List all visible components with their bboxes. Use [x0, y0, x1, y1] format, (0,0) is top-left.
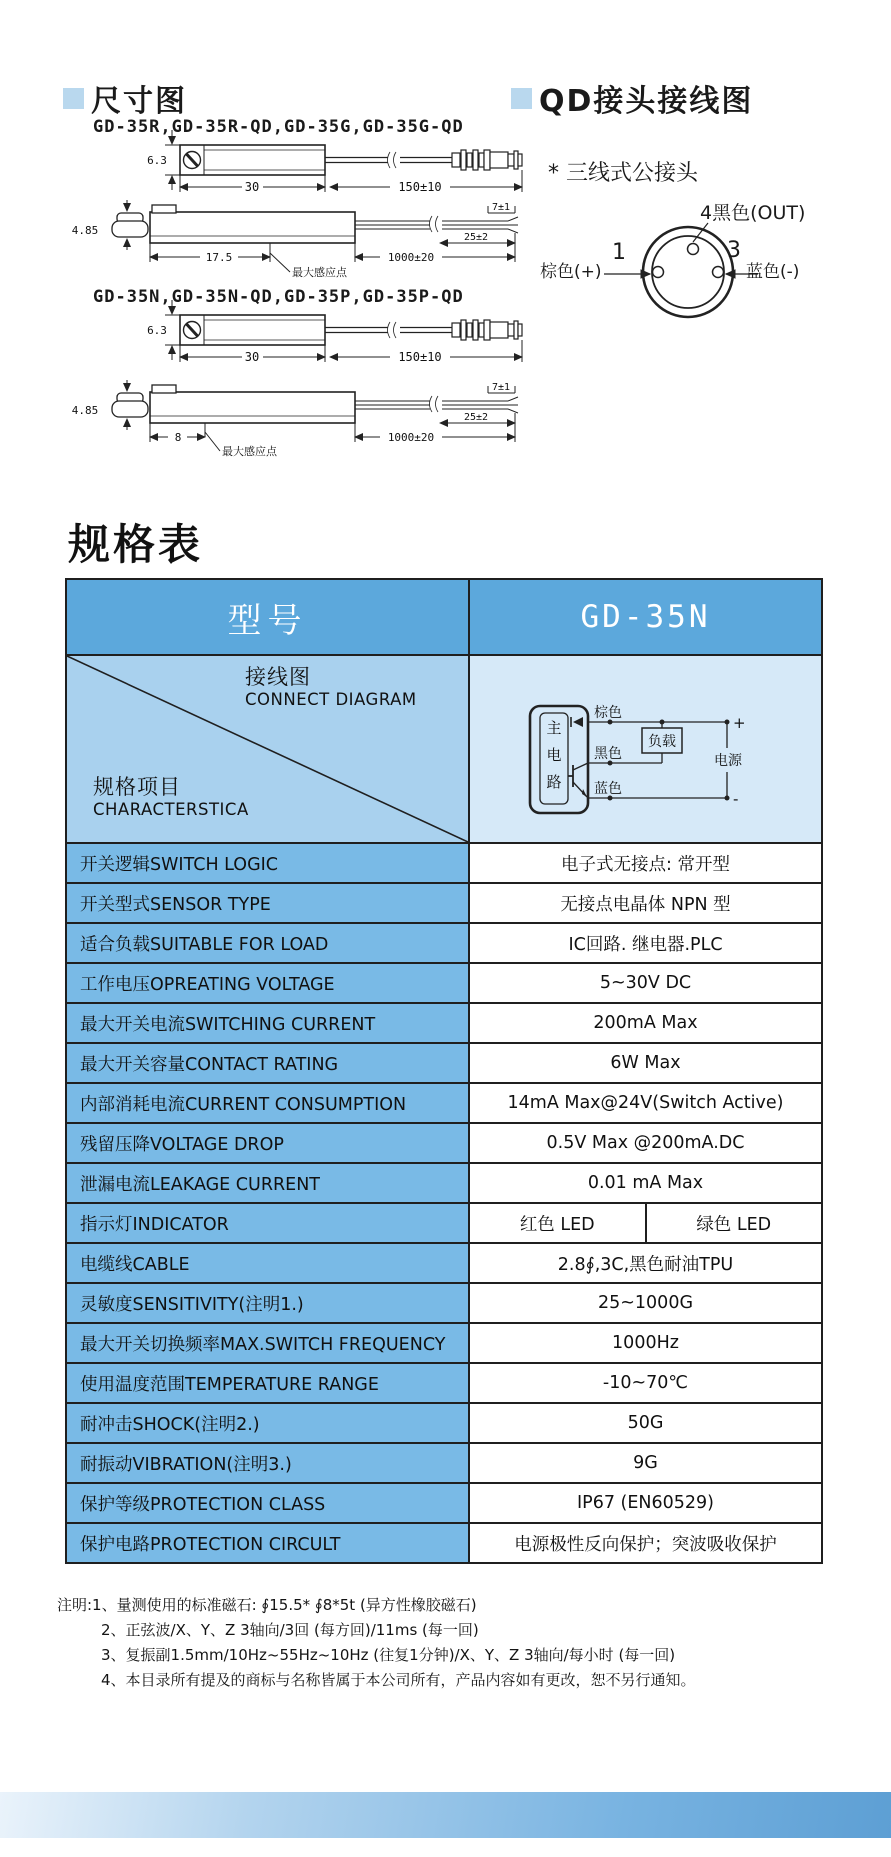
- table-row: [67, 1442, 821, 1482]
- characteristic-heading: 规格项目 CHARACTERSTICA: [93, 775, 249, 820]
- connect-diagram-heading: 接线图 CONNECT DIAGRAM: [245, 665, 417, 710]
- table-row: [67, 1042, 821, 1082]
- row-label: 泄漏电流LEAKAGE CURRENT: [67, 1164, 470, 1202]
- dim-sense2-label: 8: [174, 431, 182, 444]
- dim-cable-qd-label: 150±10: [398, 350, 442, 364]
- section-bullet-icon: [63, 88, 84, 109]
- row-value: 0.01 mA Max: [470, 1164, 821, 1202]
- qd-pin3-wire-label: 蓝色(-): [746, 262, 800, 282]
- row-value: 5~30V DC: [470, 964, 821, 1002]
- wire-black-label: 黑色: [594, 746, 622, 762]
- row-value: 14mA Max@24V(Switch Active): [470, 1084, 821, 1122]
- dim-height-label: 6.3: [147, 324, 167, 337]
- header-model-value-cell: GD-35N: [580, 599, 711, 635]
- row-label: 耐振动VIBRATION(注明3.): [67, 1444, 470, 1482]
- row-label: 工作电压OPREATING VOLTAGE: [67, 964, 470, 1002]
- table-row: [67, 882, 821, 922]
- dim-front-label: 4.85: [71, 224, 99, 237]
- row-value: 电子式无接点: 常开型: [470, 844, 821, 882]
- row-label: 电缆线CABLE: [67, 1244, 470, 1282]
- dimension-drawings: [60, 110, 540, 460]
- qd-pin1-number: 1: [612, 240, 626, 265]
- row-label: 残留压降VOLTAGE DROP: [67, 1124, 470, 1162]
- dim-cable-label: 1000±20: [387, 251, 435, 264]
- max-sense-point-label: 最大感应点: [222, 445, 277, 458]
- row-value: 1000Hz: [470, 1324, 821, 1362]
- main-circuit-char2: 电: [546, 746, 562, 764]
- row-value-red-led: 红色 LED: [470, 1204, 645, 1242]
- table-row: [67, 842, 821, 882]
- qd-pin4-label: 4黑色(OUT): [700, 202, 806, 224]
- row-label: 最大开关切换频率MAX.SWITCH FREQUENCY: [67, 1324, 470, 1362]
- power-label: 电源: [714, 753, 742, 769]
- max-sense-point-label: 最大感应点: [292, 266, 347, 279]
- footnote-4: 4、本目录所有提及的商标与名称皆属于本公司所有，产品内容如有更改，恕不另行通知。: [101, 1671, 696, 1689]
- row-value: 电源极性反向保护；突波吸收保护: [470, 1524, 821, 1562]
- table-row: [67, 1322, 821, 1362]
- table-row: [67, 1242, 821, 1282]
- row-label: 保护等级PROTECTION CLASS: [67, 1484, 470, 1522]
- spec-table: [65, 578, 823, 1564]
- table-row-indicator: [67, 1202, 821, 1242]
- model-group2-label: GD-35N,GD-35N-QD,GD-35P,GD-35P-QD: [93, 287, 464, 307]
- spec-table-title: 规格表: [68, 520, 204, 569]
- circuit-diagram: [470, 656, 819, 842]
- table-row: [67, 1402, 821, 1442]
- footer-bar: [0, 1792, 891, 1838]
- load-label: 负载: [648, 734, 676, 750]
- footnote-2: 2、正弦波/X、Y、Z 3轴向/3回 (每方回)/11ms (每一回): [101, 1621, 479, 1639]
- table-row: [67, 962, 821, 1002]
- row-value: 25~1000G: [470, 1284, 821, 1322]
- row-label: 适合负载SUITABLE FOR LOAD: [67, 924, 470, 962]
- qd-connector-plug: [452, 150, 522, 170]
- main-circuit-char3: 路: [546, 773, 562, 791]
- dim-front-label: 4.85: [71, 404, 99, 417]
- qd-pin3-number: 3: [727, 238, 741, 263]
- sensor-drawing-group2-side: [165, 300, 522, 363]
- table-row: [67, 1282, 821, 1322]
- connector-pin-4: [688, 244, 699, 255]
- sensor-drawing-group1-bottom: [112, 200, 518, 272]
- sensor-drawing-group1-side: [165, 130, 522, 193]
- footnote-3: 3、复振副1.5mm/10Hz~55Hz~10Hz (往复1分钟)/X、Y、Z 3轴向/每小时 (每一回): [101, 1646, 676, 1664]
- qd-note: * 三线式公接头: [548, 161, 698, 186]
- connector-pin-1: [653, 267, 664, 278]
- dim-strip-label: 25±2: [463, 412, 489, 423]
- power-plus-label: +: [733, 714, 746, 732]
- connect-diagram-cell: [470, 656, 821, 842]
- row-value: 50G: [470, 1404, 821, 1442]
- row-label: 保护电路PROTECTION CIRCULT: [67, 1524, 470, 1562]
- row-label: 指示灯INDICATOR: [67, 1204, 470, 1242]
- row-value: -10~70℃: [470, 1364, 821, 1402]
- table-row: [67, 1362, 821, 1402]
- table-row: [67, 1162, 821, 1202]
- wire-brown-label: 棕色: [594, 705, 622, 721]
- table-row: [67, 1002, 821, 1042]
- dim-body-label: 30: [244, 180, 260, 194]
- spec-table-header-row: [67, 580, 821, 654]
- qd-section-header: [511, 76, 753, 120]
- dim-height-label: 6.3: [147, 154, 167, 167]
- row-value: 9G: [470, 1444, 821, 1482]
- header-model-cell: 型号: [67, 580, 470, 654]
- row-label: 内部消耗电流CURRENT CONSUMPTION: [67, 1084, 470, 1122]
- row-label: 开关型式SENSOR TYPE: [67, 884, 470, 922]
- model-group1-label: GD-35R,GD-35R-QD,GD-35G,GD-35G-QD: [93, 117, 464, 137]
- power-minus-label: -: [733, 790, 739, 808]
- qd-section-title: QD接头接线图: [539, 84, 754, 119]
- section-bullet-icon: [511, 88, 532, 109]
- dim-sense1-label: 17.5: [205, 251, 233, 264]
- row-value: IP67 (EN60529): [470, 1484, 821, 1522]
- main-circuit-char1: 主: [546, 719, 562, 737]
- qd-pin1-wire-label: 棕色(+): [540, 262, 602, 282]
- connector-pin-3: [713, 267, 724, 278]
- row-label: 耐冲击SHOCK(注明2.): [67, 1404, 470, 1442]
- row-value-green-led: 绿色 LED: [645, 1204, 822, 1242]
- table-row: [67, 1082, 821, 1122]
- footnote-1: 注明:1、量测使用的标准磁石: ∮15.5* ∮8*5t (异方性橡胶磁石): [57, 1596, 477, 1614]
- table-row: [67, 1522, 821, 1562]
- row-label: 灵敏度SENSITIVITY(注明1.): [67, 1284, 470, 1322]
- diagram-row: [67, 654, 821, 842]
- table-row: [67, 922, 821, 962]
- row-value: 6W Max: [470, 1044, 821, 1082]
- footnotes: [57, 1594, 696, 1694]
- row-label: 最大开关容量CONTACT RATING: [67, 1044, 470, 1082]
- dim-cable-label: 1000±20: [387, 431, 435, 444]
- row-value: 0.5V Max @200mA.DC: [470, 1124, 821, 1162]
- row-value: IC回路. 继电器.PLC: [470, 924, 821, 962]
- table-row: [67, 1482, 821, 1522]
- row-label: 最大开关电流SWITCHING CURRENT: [67, 1004, 470, 1042]
- dim-tip-label: 7±1: [491, 202, 511, 213]
- row-label: 开关逻辑SWITCH LOGIC: [67, 844, 470, 882]
- wire-blue-label: 蓝色: [594, 781, 622, 797]
- dim-body-label: 30: [244, 350, 260, 364]
- row-value: 2.8∮,3C,黑色耐油TPU: [470, 1244, 821, 1282]
- row-value: 200mA Max: [470, 1004, 821, 1042]
- dimension-section-title: 尺寸图: [91, 84, 187, 119]
- table-row: [67, 1122, 821, 1162]
- row-value: 无接点电晶体 NPN 型: [470, 884, 821, 922]
- dim-cable-qd-label: 150±10: [398, 180, 442, 194]
- row-label: 使用温度范围TEMPERATURE RANGE: [67, 1364, 470, 1402]
- junction-dots: [608, 720, 730, 801]
- dim-tip-label: 7±1: [491, 382, 511, 393]
- sensor-drawing-group2-bottom: [112, 380, 518, 451]
- dim-strip-label: 25±2: [463, 232, 489, 243]
- diagonal-header-cell: [67, 656, 470, 842]
